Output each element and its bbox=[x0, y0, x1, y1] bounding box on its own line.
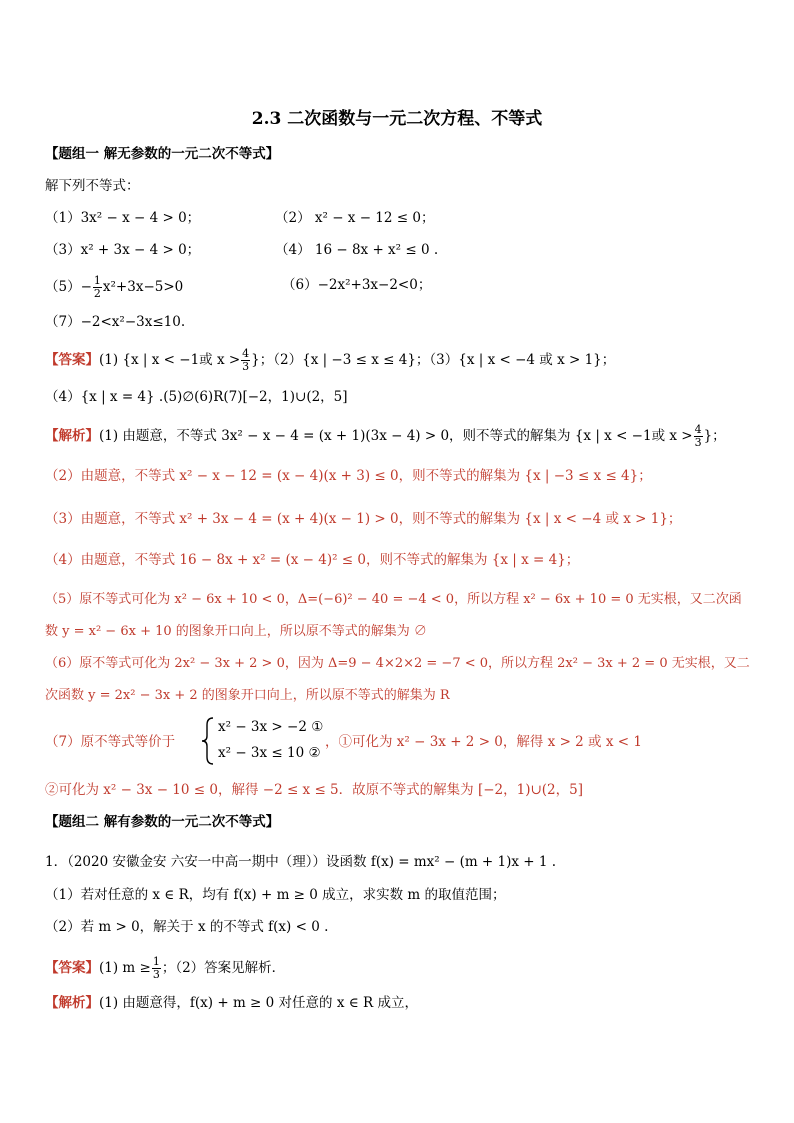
solution-q1-text: (1) 由题意得，f(x) + m ≥ 0 对任意的 x ∈ R 成立， bbox=[99, 995, 418, 1011]
solution-line-5b: 数 y = x² − 6x + 10 的图象开口向上，所以原不等式的解集为 ∅ bbox=[45, 624, 427, 639]
group2-header: 【题组二 解有参数的一元二次不等式】 bbox=[45, 814, 280, 830]
answer-1-rest: }；（2）{x | −3 ≤ x ≤ 4}；（3）{x | x < −4 或 x > 1}； bbox=[251, 352, 616, 368]
problem-5-prefix: （5）− bbox=[45, 279, 92, 295]
answer-line-1 bbox=[45, 348, 615, 373]
solution-tag: 【解析】 bbox=[45, 995, 99, 1011]
problem-5-rest: x²+3x−5>0 bbox=[102, 279, 184, 295]
fraction-denominator: 2 bbox=[93, 287, 101, 300]
solution-1-rest: }； bbox=[703, 428, 726, 444]
answer-1-fraction bbox=[241, 348, 250, 373]
solution-line-3: （3）由题意，不等式 x² + 3x − 4 = (x + 4)(x − 1) > 0，则不等式的解集为 {x | x < −4 或 x > 1}； bbox=[45, 511, 682, 527]
solution-1-fraction bbox=[694, 424, 703, 449]
fraction-numerator: 1 bbox=[93, 274, 101, 287]
system-row-2: x² − 3x ≤ 10 ② bbox=[218, 745, 321, 761]
solution-line-6b: 次函数 y = 2x² − 3x + 2 的图象开口向上，所以原不等式的解集为 R bbox=[45, 688, 450, 703]
fraction-numerator: 4 bbox=[694, 423, 702, 436]
fraction-denominator: 3 bbox=[694, 436, 702, 449]
fraction-numerator: 1 bbox=[152, 955, 160, 968]
answer-tag: 【答案】 bbox=[45, 960, 99, 976]
solution-line-7-prefix: （7）原不等式等价于 bbox=[45, 734, 176, 750]
problem-2: （2） x² − x − 12 ≤ 0； bbox=[275, 210, 435, 226]
solution-line-5a: （5）原不等式可化为 x² − 6x + 10 < 0，Δ=(−6)² − 40 = −4 < 0，所以方程 x² − 6x + 10 = 0 无实根，又二次函 bbox=[45, 592, 742, 607]
group1-header: 【题组一 解无参数的一元二次不等式】 bbox=[45, 146, 280, 162]
answer-tag: 【答案】 bbox=[45, 352, 99, 368]
question-1-part-2: （2）若 m > 0，解关于 x 的不等式 f(x) < 0 . bbox=[45, 919, 329, 935]
solution-q1 bbox=[45, 993, 418, 1013]
problem-4: （4） 16 − 8x + x² ≤ 0 . bbox=[275, 242, 439, 258]
solution-tag: 【解析】 bbox=[45, 428, 99, 444]
solution-line-4: （4）由题意，不等式 16 − 8x + x² = (x − 4)² ≤ 0，则不等式的解集为 {x | x = 4}； bbox=[45, 552, 580, 568]
page-title: 2.3 二次函数与一元二次方程、不等式 bbox=[251, 109, 543, 129]
solution-line-1 bbox=[45, 424, 726, 449]
solution-line-7c: ②可化为 x² − 3x − 10 ≤ 0，解得 −2 ≤ x ≤ 5．故原不等式的解集为 [−2，1)∪(2，5] bbox=[45, 782, 583, 798]
system-brace bbox=[200, 716, 216, 766]
problem-3: （3）x² + 3x − 4 > 0； bbox=[45, 242, 201, 258]
fraction-denominator: 3 bbox=[152, 968, 160, 981]
problem-5 bbox=[45, 275, 183, 300]
system-row-1: x² − 3x > −2 ① bbox=[218, 719, 324, 735]
question-1-part-1: （1）若对任意的 x ∈ R，均有 f(x) + m ≥ 0 成立，求实数 m 的取值范围； bbox=[45, 887, 506, 903]
answer-q1-rest: ；（2）答案见解析． bbox=[161, 960, 286, 976]
solution-line-6a: （6）原不等式可化为 2x² − 3x + 2 > 0，因为 Δ=9 − 4×2×2 = −7 < 0，所以方程 2x² − 3x + 2 = 0 无实根，又二 bbox=[45, 656, 750, 671]
question-1: 1．（2020 安徽金安 六安一中高一期中（理））设函数 f(x) = mx² − (m + 1)x + 1 . bbox=[45, 854, 557, 870]
solution-line-2: （2）由题意，不等式 x² − x − 12 = (x − 4)(x + 3) ≤ 0，则不等式的解集为 {x | −3 ≤ x ≤ 4}； bbox=[45, 468, 652, 484]
problem-7: （7）−2<x²−3x≤10. bbox=[45, 314, 186, 330]
answer-line-2: （4）{x | x = 4} .(5)∅(6)R(7)[−2，1)∪(2，5] bbox=[45, 389, 348, 405]
problem-6: （6）−2x²+3x−2<0； bbox=[282, 277, 432, 293]
problem-5-fraction bbox=[93, 275, 102, 300]
fraction-denominator: 3 bbox=[242, 360, 250, 373]
answer-q1-fraction bbox=[152, 956, 161, 981]
group1-intro: 解下列不等式： bbox=[45, 178, 140, 194]
solution-1-prefix: (1) 由题意，不等式 3x² − x − 4 = (x + 1)(3x − 4) > 0，则不等式的解集为 {x | x < −1或 x > bbox=[99, 428, 693, 444]
fraction-numerator: 4 bbox=[242, 347, 250, 360]
solution-line-7-rest: ，①可化为 x² − 3x + 2 > 0，解得 x > 2 或 x < 1 bbox=[325, 734, 642, 750]
problem-1: （1）3x² − x − 4 > 0； bbox=[45, 210, 201, 226]
answer-1-prefix: (1) {x | x < −1或 x > bbox=[99, 352, 241, 368]
answer-q1 bbox=[45, 956, 285, 981]
answer-q1-prefix: (1) m ≥ bbox=[99, 960, 151, 976]
